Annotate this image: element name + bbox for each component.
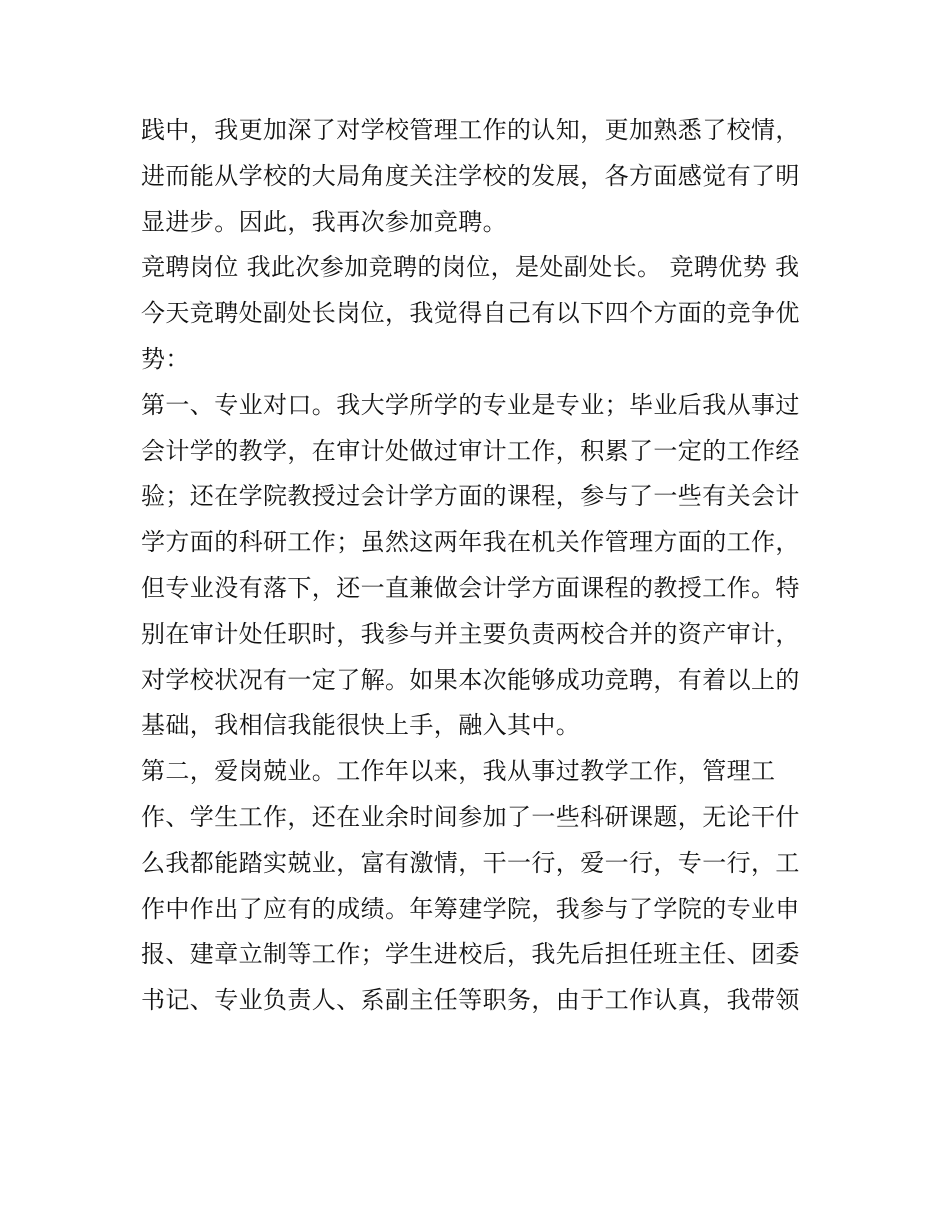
document-body [141, 108, 813, 1024]
text-line: 么我都能踏实兢业，富有激情，干一行，爱一行，专一行，工 [141, 848, 800, 877]
text-line: 但专业没有落下，还一直兼做会计学方面课程的教授工作。特 [141, 573, 800, 602]
text-line: 作中作出了应有的成绩。年筹建学院，我参与了学院的专业申 [141, 894, 800, 923]
text-line: 学方面的科研工作；虽然这两年我在机关作管理方面的工作， [141, 528, 800, 557]
text-line: 别在审计处任职时，我参与并主要负责两校合并的资产审计， [141, 619, 800, 648]
text-line: 今天竞聘处副处长岗位，我觉得自己有以下四个方面的竞争优 [141, 299, 800, 328]
text-line: 第一、专业对口。我大学所学的专业是专业；毕业后我从事过 [141, 390, 800, 419]
text-line: 报、建章立制等工作；学生进校后，我先后担任班主任、团委 [141, 940, 800, 969]
text-line: 对学校状况有一定了解。如果本次能够成功竞聘，有着以上的 [141, 665, 800, 694]
text-line: 书记、专业负责人、系副主任等职务，由于工作认真，我带领 [141, 986, 800, 1015]
text-line: 基础，我相信我能很快上手，融入其中。 [141, 711, 581, 740]
text-line: 验；还在学院教授过会计学方面的课程，参与了一些有关会计 [141, 482, 800, 511]
text-line: 第二，爱岗兢业。工作年以来，我从事过教学工作，管理工 [141, 757, 776, 786]
text-line: 进而能从学校的大局角度关注学校的发展，各方面感觉有了明 [141, 161, 800, 190]
text-line: 竞聘岗位 我此次参加竞聘的岗位，是处副处长。 竞聘优势 我 [141, 253, 800, 282]
text-line: 会计学的教学，在审计处做过审计工作，积累了一定的工作经 [141, 436, 800, 465]
text-line: 作、学生工作，还在业余时间参加了一些科研课题，无论干什 [141, 802, 800, 831]
text-line: 势： [141, 344, 190, 373]
text-line: 显进步。因此，我再次参加竞聘。 [141, 207, 507, 236]
text-line: 践中，我更加深了对学校管理工作的认知，更加熟悉了校情， [141, 116, 800, 144]
